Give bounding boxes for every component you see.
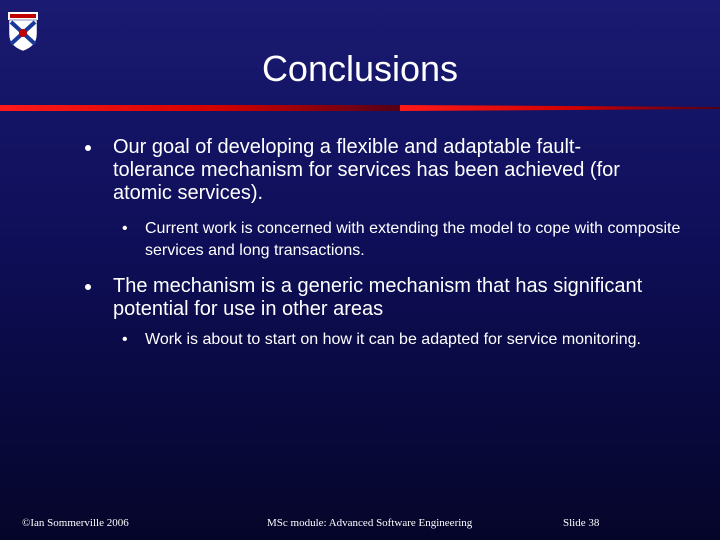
bullet-item — [0, 275, 663, 321]
sub-bullet-item — [0, 329, 690, 351]
footer-copyright: ©Ian Sommerville 2006 — [22, 517, 129, 529]
bullet-dot-icon — [85, 145, 91, 151]
sub-bullet-marker: • — [122, 331, 128, 348]
sub-bullet-text: Current work is concerned with extending the model to cope with composite services and long transactions. — [145, 220, 681, 259]
bullet-text: The mechanism is a generic mechanism that has significant potential for use in other areas — [113, 275, 643, 320]
sub-bullet-item — [0, 218, 690, 262]
bullet-text: Our goal of developing a flexible and adaptable fault-tolerance mechanism for services has been achieved (for atomic services). — [113, 136, 620, 204]
footer-slide-number: Slide 38 — [563, 517, 600, 529]
sub-bullet-marker: • — [122, 220, 128, 237]
slide-title: Conclusions — [261, 48, 459, 89]
bullet-dot-icon — [85, 284, 91, 290]
bullet-list — [0, 136, 720, 351]
bullet-item — [0, 136, 663, 205]
university-crest-icon — [8, 12, 38, 52]
sub-bullet-text: Work is about to start on how it can be adapted for service monitoring. — [145, 331, 641, 348]
title-underline — [0, 104, 720, 112]
footer-module: MSc module: Advanced Software Engineering — [267, 517, 473, 529]
